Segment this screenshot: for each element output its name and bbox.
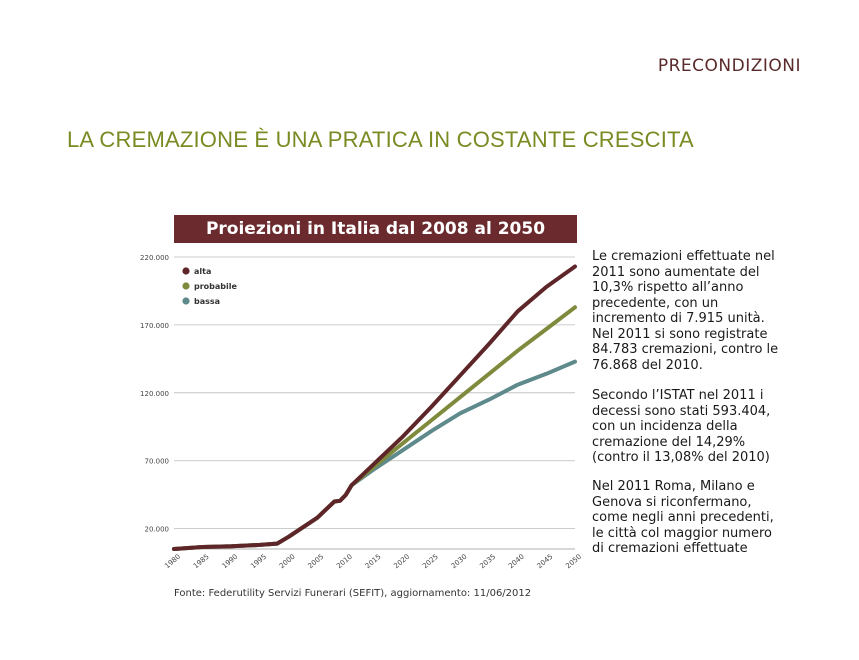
page-title: LA CREMAZIONE È UNA PRATICA IN COSTANTE CRESCITA (67, 127, 694, 152)
x-tick-label: 1995 (249, 552, 269, 571)
x-tick-label: 1985 (191, 552, 211, 571)
x-tick-label: 2020 (392, 552, 412, 571)
legend-marker-alta (182, 267, 189, 274)
series-line-probabile (174, 307, 575, 549)
x-tick-label: 2045 (535, 552, 555, 571)
paragraph-istat-deaths: Secondo l’ISTAT nel 2011 i decessi sono stati 593.404, con un incidenza della cremazione del 14,29% (contro il 13,08% del 2010) (592, 388, 771, 465)
legend-marker-probabile (182, 282, 189, 289)
series-line-bassa (174, 362, 575, 549)
legend-marker-bassa (182, 297, 189, 304)
x-tick-label: 2030 (449, 552, 469, 571)
x-tick-label: 2010 (335, 552, 354, 571)
section-label: PRECONDIZIONI (657, 56, 801, 76)
x-tick-label: 2035 (478, 552, 498, 571)
paragraph-cremation-increase: Le cremazioni effettuate nel 2011 sono aumentate del 10,3% rispetto all’anno precedente, con un incremento di 7.915 unità. Nel 2011 si sono registrate 84.783 cremazioni, contro le 76.868 del 2010. (592, 249, 779, 373)
legend-label: alta (194, 267, 212, 276)
x-tick-label: 2050 (564, 552, 584, 571)
paragraph-top-cities: Nel 2011 Roma, Milano e Genova si riconfermano, come negli anni precedenti, le città col maggior numero di cremazioni effettuate (592, 479, 774, 556)
x-tick-label: 2000 (277, 552, 297, 571)
series-line-alta (174, 267, 575, 550)
y-tick-label: 220.000 (140, 254, 169, 262)
y-tick-label: 170.000 (140, 321, 169, 330)
x-tick-label: 2040 (507, 552, 526, 571)
x-tick-label: 1980 (163, 552, 183, 571)
y-tick-label: 70.000 (144, 457, 169, 466)
x-tick-label: 1990 (220, 552, 240, 571)
chart-title: Proiezioni in Italia dal 2008 al 2050 (174, 215, 577, 243)
chart-source: Fonte: Federutility Servizi Funerari (SEFIT), aggiornamento: 11/06/2012 (174, 588, 532, 599)
y-tick-label: 20.000 (144, 525, 169, 534)
x-tick-label: 2025 (421, 552, 440, 571)
x-tick-label: 2005 (306, 552, 326, 571)
legend-label: probabile (194, 282, 237, 291)
x-tick-label: 2015 (363, 552, 383, 571)
y-tick-label: 120.000 (140, 389, 169, 398)
legend-label: bassa (194, 297, 221, 306)
